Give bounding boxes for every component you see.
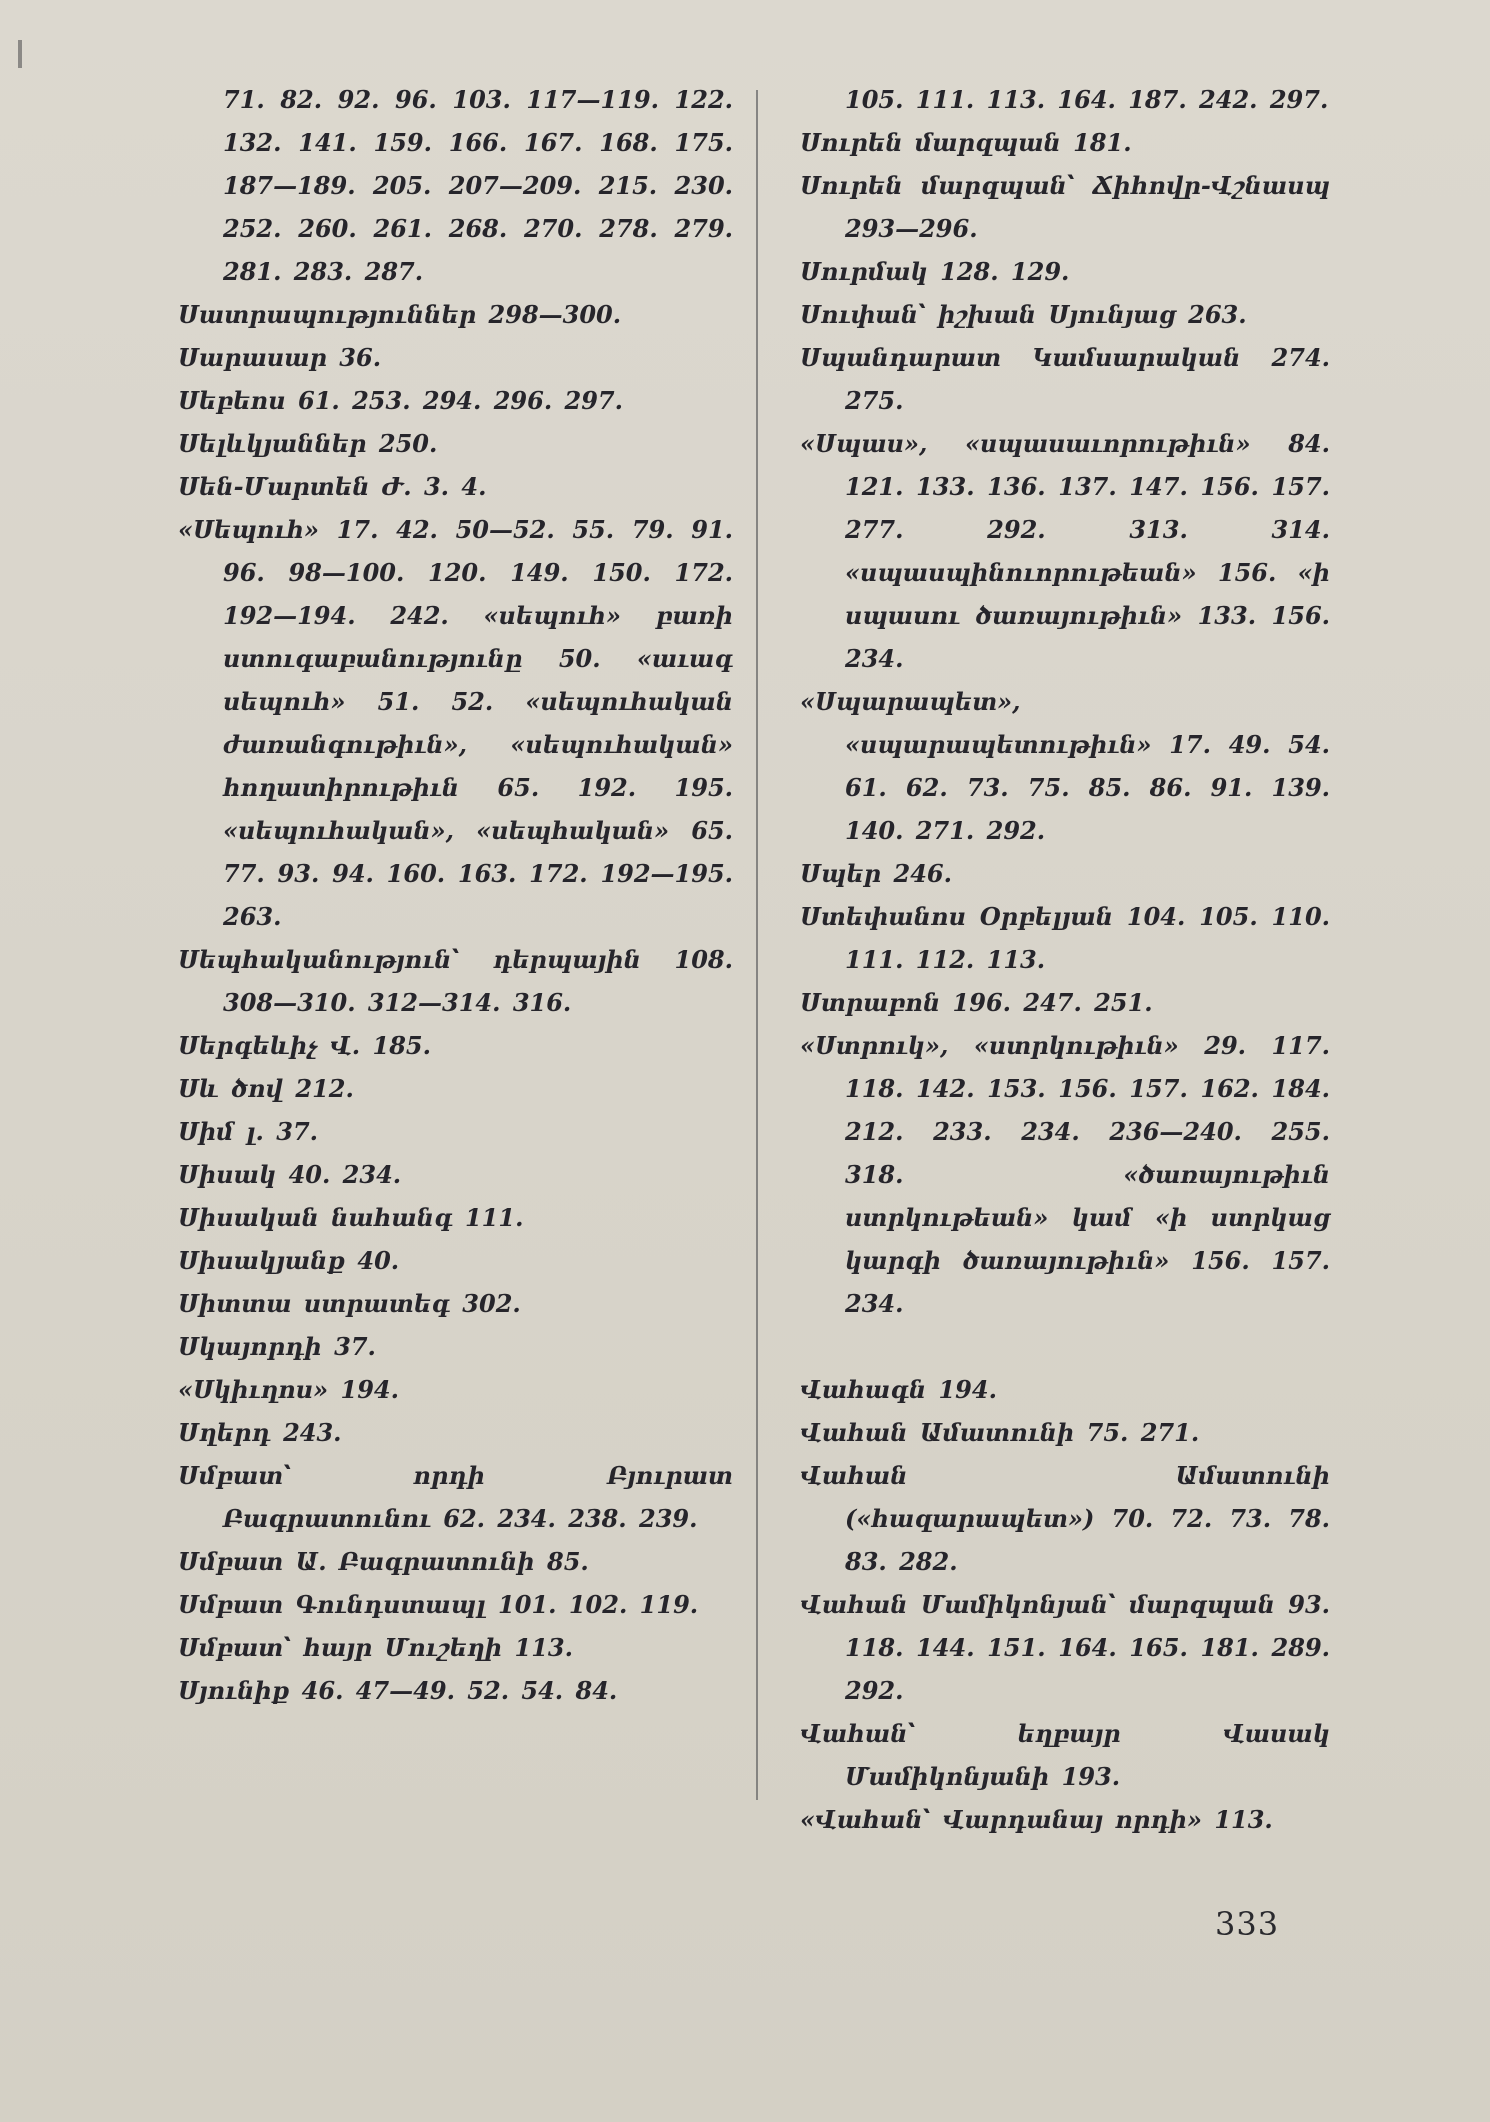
index-entry: Սարասար 36. <box>178 343 382 372</box>
index-entry: Սեն-Մարտեն Ժ. 3. 4. <box>178 472 487 501</box>
index-entry: Վահագն 194. <box>800 1375 997 1404</box>
index-entry: Սպեր 246. <box>800 859 952 888</box>
index-entry: «Սկիւղոս» 194. <box>178 1375 399 1404</box>
index-entry: Սև ծով 212. <box>178 1074 354 1103</box>
index-entry: 105. 111. 113. 164. 187. 242. 297. <box>845 85 1329 114</box>
column-divider <box>756 90 758 1800</box>
section-gap <box>800 1325 1330 1368</box>
index-entry: Սուրեն մարզպան՝ Ճիհովր-Վշնասպ 293—296. <box>800 171 1330 243</box>
index-entry: Սմբատ՝ որդի Բյուրատ Բագրատունու 62. 234. 238. 239. <box>178 1461 733 1533</box>
index-entry: «Սպարապետ», «սպարապետութիւն» 17. 49. 54. 61. 62. 73. 75. 85. 86. 91. 139. 140. 271. 292. <box>800 687 1330 845</box>
index-entry: Սմբատ՝ հայր Մուշեղի 113. <box>178 1633 573 1662</box>
index-entry: Ստրաբոն 196. 247. 251. <box>800 988 1153 1017</box>
index-entry: Վահան՝ եղբայր Վասակ Մամիկոնյանի 193. <box>800 1719 1330 1791</box>
index-entry: Սկայորդի 37. <box>178 1332 376 1361</box>
index-entry: Սատրապություններ 298—300. <box>178 300 622 329</box>
index-entry: Ստեփանոս Օրբելյան 104. 105. 110. 111. 112. 113. <box>800 902 1330 974</box>
index-entry: Սպանդարատ Կամսարական 274. 275. <box>800 343 1330 415</box>
index-entry: Սմբատ Ա. Բագրատունի 85. <box>178 1547 589 1576</box>
page-number: 333 <box>1215 1905 1280 1943</box>
index-entry: «Վահան՝ Վարդանայ որդի» 113. <box>800 1805 1273 1834</box>
index-entry: Սիսական նահանգ 111. <box>178 1203 524 1232</box>
index-entry: Սղերդ 243. <box>178 1418 342 1447</box>
index-entry: Սուրմակ 128. 129. <box>800 257 1070 286</box>
index-entry: Սմբատ Գունդստապլ 101. 102. 119. <box>178 1590 699 1619</box>
index-entry: Սիտտա ստրատեգ 302. <box>178 1289 521 1318</box>
index-column-left <box>178 78 733 1712</box>
index-entry: Սուփան՝ իշխան Սյունյաց 263. <box>800 300 1247 329</box>
index-column-right <box>800 78 1330 1841</box>
index-entry: Վահան Ամատունի («հազարապետ») 70. 72. 73. 78. 83. 282. <box>800 1461 1330 1576</box>
index-entry: Սելևկյաններ 250. <box>178 429 438 458</box>
index-entry: 71. 82. 92. 96. 103. 117—119. 122. 132. 141. 159. 166. 167. 168. 175. 187—189. 205. 207—209. 215. 230. 252. 260. 261. 268. 270. 278. 279. 281. 283. 287. <box>223 85 733 286</box>
index-entry: Սիմ լ. 37. <box>178 1117 319 1146</box>
binding-mark <box>18 40 22 68</box>
index-entry: Սերգեևիչ Վ. 185. <box>178 1031 431 1060</box>
index-entry: Սյունիք 46. 47—49. 52. 54. 84. <box>178 1676 618 1705</box>
index-entry: Սեպհականություն՝ դերպային 108. 308—310. 312—314. 316. <box>178 945 733 1017</box>
index-entry: Վահան Մամիկոնյան՝ մարզպան 93. 118. 144. 151. 164. 165. 181. 289. 292. <box>800 1590 1330 1705</box>
index-entry: Վահան Ամատունի 75. 271. <box>800 1418 1200 1447</box>
index-entry: «Սեպուհ» 17. 42. 50—52. 55. 79. 91. 96. 98—100. 120. 149. 150. 172. 192—194. 242. «սեպուհ» բառի ստուգաբանությունը 50. «աւագ սեպուհ» 51. 52. «սեպուհական ժառանգութիւն», «սեպուհական» հողատիրութիւն 65. 192. 195. «սեպուհական», «սեպհական» 65. 77. 93. 94. 160. 163. 172. 192—195. 263. <box>178 515 733 931</box>
index-entry: Սուրեն մարզպան 181. <box>800 128 1132 157</box>
index-entry: Սիսակ 40. 234. <box>178 1160 402 1189</box>
index-entry: «Ստրուկ», «ստրկութիւն» 29. 117. 118. 142. 153. 156. 157. 162. 184. 212. 233. 234. 236—240. 255. 318. «ծառայութիւն ստրկութեան» կամ «ի ստրկաց կարգի ծառայութիւն» 156. 157. 234. <box>800 1031 1330 1318</box>
index-entry: Սեբեոս 61. 253. 294. 296. 297. <box>178 386 623 415</box>
index-entry: Սիսակյանք 40. <box>178 1246 400 1275</box>
index-entry: «Սպաս», «սպասաւորութիւն» 84. 121. 133. 136. 137. 147. 156. 157. 277. 292. 313. 314. «սպասպինուորութեան» 156. «ի սպասու ծառայութիւն» 133. 156. 234. <box>800 429 1330 673</box>
